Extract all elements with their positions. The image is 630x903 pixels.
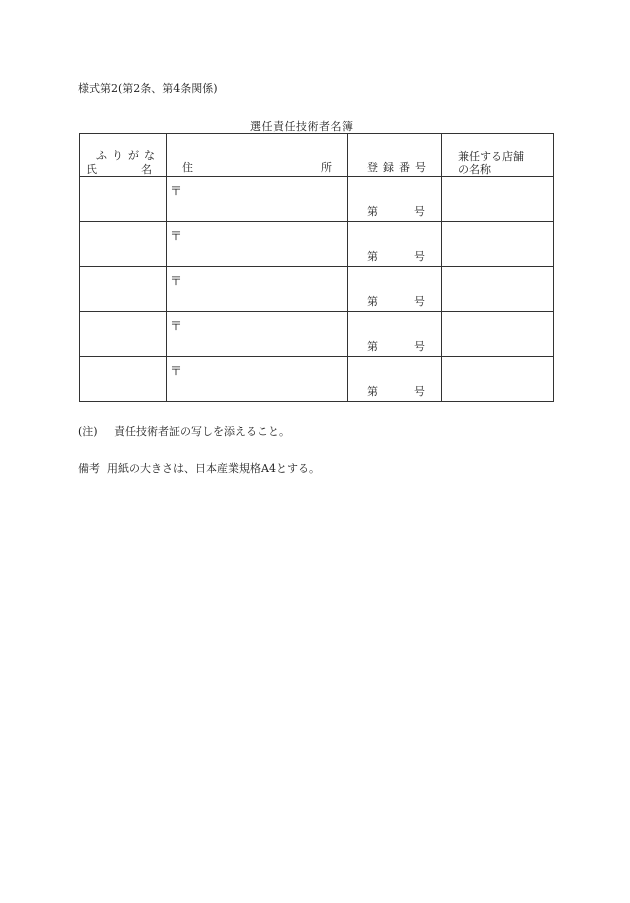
registration-dai: 第 bbox=[367, 295, 378, 308]
header-shop-line-1: 兼任する店舗 bbox=[458, 150, 524, 163]
registration-go: 号 bbox=[414, 295, 425, 308]
postal-mark: 〒 bbox=[170, 364, 183, 378]
header-shop-line-2: の名称 bbox=[458, 163, 491, 176]
registration-cell[interactable] bbox=[348, 222, 442, 267]
header-furigana: ふりがな bbox=[96, 149, 160, 162]
header-concurrent-shop bbox=[442, 134, 554, 177]
header-registration-label: 登録番号 bbox=[367, 161, 431, 174]
address-cell[interactable] bbox=[167, 357, 348, 402]
registration-go: 号 bbox=[414, 340, 425, 353]
document-title: 選任責任技術者名簿 bbox=[250, 120, 354, 133]
registration-go: 号 bbox=[414, 205, 425, 218]
shop-cell[interactable] bbox=[442, 357, 554, 402]
address-cell[interactable] bbox=[167, 267, 348, 312]
name-cell[interactable] bbox=[80, 357, 167, 402]
postal-mark: 〒 bbox=[170, 319, 183, 333]
address-cell[interactable] bbox=[167, 222, 348, 267]
note-text: 責任技術者証の写しを添えること。 bbox=[114, 425, 290, 438]
header-registration bbox=[348, 134, 442, 177]
header-name bbox=[80, 134, 167, 177]
registration-dai: 第 bbox=[367, 205, 378, 218]
table-row bbox=[80, 222, 554, 267]
registration-dai: 第 bbox=[367, 340, 378, 353]
header-mei: 名 bbox=[141, 163, 152, 176]
form-number-label: 様式第2(第2条、第4条関係) bbox=[78, 82, 218, 95]
registration-dai: 第 bbox=[367, 250, 378, 263]
name-cell[interactable] bbox=[80, 177, 167, 222]
header-address-2: 所 bbox=[321, 161, 332, 174]
registration-cell[interactable] bbox=[348, 312, 442, 357]
shop-cell[interactable] bbox=[442, 312, 554, 357]
postal-mark: 〒 bbox=[170, 274, 183, 288]
paper-size-remark bbox=[78, 460, 320, 476]
registration-cell[interactable] bbox=[348, 357, 442, 402]
address-cell[interactable] bbox=[167, 177, 348, 222]
remark-text: 用紙の大きさは、日本産業規格A4とする。 bbox=[107, 462, 320, 475]
technician-register-table bbox=[79, 133, 554, 402]
shop-cell[interactable] bbox=[442, 222, 554, 267]
shop-cell[interactable] bbox=[442, 267, 554, 312]
address-cell[interactable] bbox=[167, 312, 348, 357]
table-row bbox=[80, 267, 554, 312]
header-address-1: 住 bbox=[182, 161, 193, 174]
name-cell[interactable] bbox=[80, 222, 167, 267]
registration-go: 号 bbox=[414, 250, 425, 263]
postal-mark: 〒 bbox=[170, 229, 183, 243]
header-address bbox=[167, 134, 348, 177]
registration-cell[interactable] bbox=[348, 177, 442, 222]
table-row bbox=[80, 177, 554, 222]
attachment-note bbox=[78, 423, 290, 439]
registration-dai: 第 bbox=[367, 385, 378, 398]
name-cell[interactable] bbox=[80, 267, 167, 312]
table-header-row bbox=[80, 134, 554, 177]
note-mark: (注) bbox=[78, 425, 98, 438]
table-row bbox=[80, 312, 554, 357]
remark-mark: 備考 bbox=[78, 462, 100, 475]
postal-mark: 〒 bbox=[170, 184, 183, 198]
shop-cell[interactable] bbox=[442, 177, 554, 222]
table-row bbox=[80, 357, 554, 402]
header-shi: 氏 bbox=[86, 163, 97, 176]
registration-cell[interactable] bbox=[348, 267, 442, 312]
name-cell[interactable] bbox=[80, 312, 167, 357]
registration-go: 号 bbox=[414, 385, 425, 398]
